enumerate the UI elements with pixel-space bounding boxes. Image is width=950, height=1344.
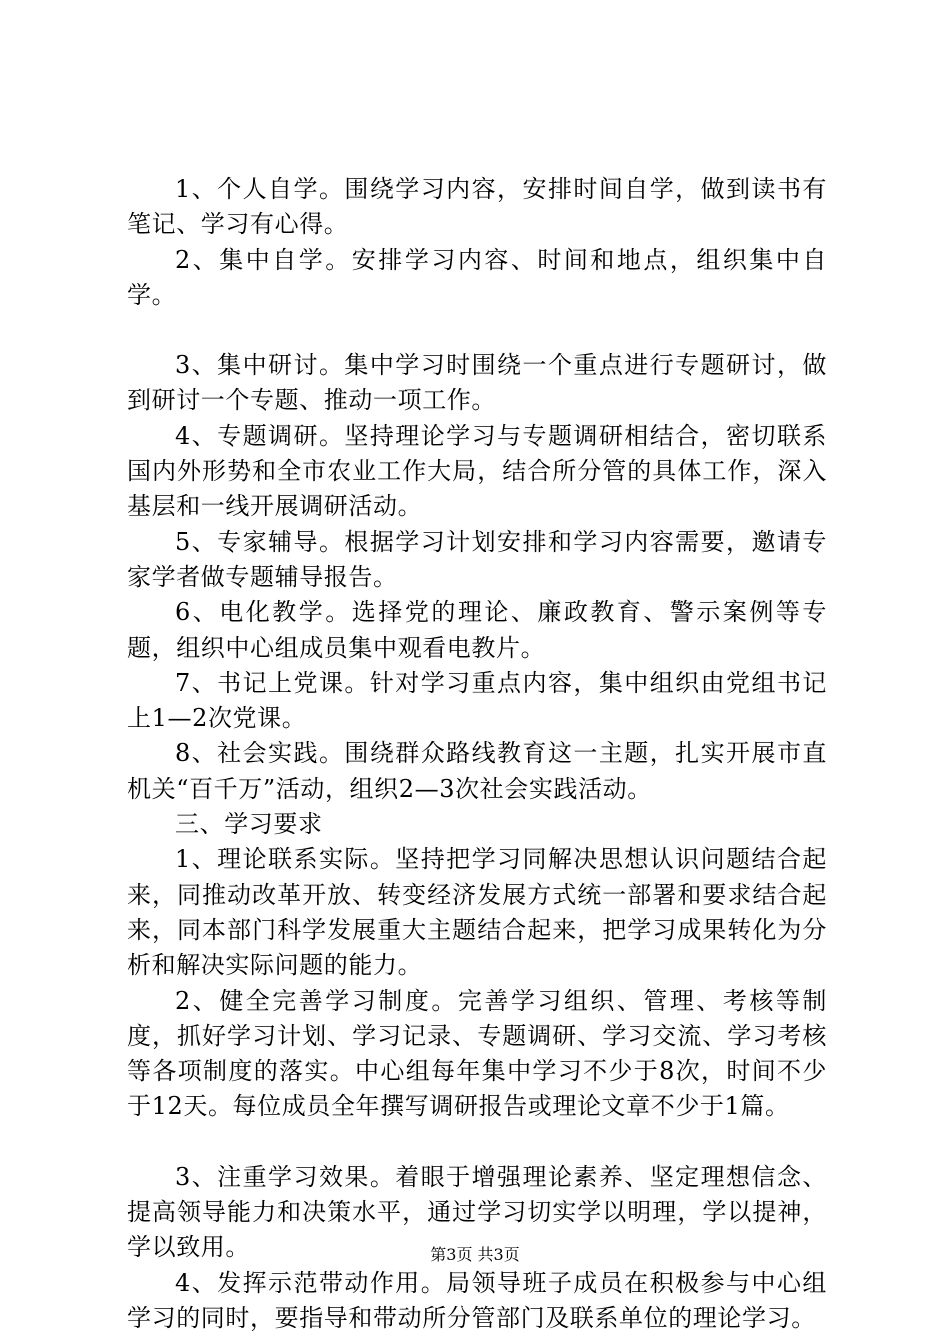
paragraph-study-effect: 3、注重学习效果。着眼于增强理论素养、坚定理想信念、提高领导能力和决策水平，通过学习切实学以明理，学以提神，学以致用。 bbox=[127, 1162, 827, 1262]
paragraph-theory-practice: 1、理论联系实际。坚持把学习同解决思想认识问题结合起来，同推动改革开放、转变经济发展方式统一部署和要求结合起来，同本部门科学发展重大主题结合起来，把学习成果转化为分析和解决实际问题的能力。 bbox=[127, 845, 827, 980]
paragraph-video-teaching: 6、电化教学。选择党的理论、廉政教育、警示案例等专题，组织中心组成员集中观看电教片。 bbox=[127, 598, 827, 662]
paragraph-leadership-example: 4、发挥示范带动作用。局领导班子成员在积极参与中心组学习的同时，要指导和带动所分管部门及联系单位的理论学习。 bbox=[127, 1268, 827, 1332]
paragraph-expert-guidance: 5、专家辅导。根据学习计划安排和学习内容需要，邀请专家学者做专题辅导报告。 bbox=[127, 527, 827, 591]
paragraph-group-self-study: 2、集中自学。安排学习内容、时间和地点，组织集中自学。 bbox=[127, 245, 827, 309]
paragraph-research: 4、专题调研。坚持理论学习与专题调研相结合，密切联系国内外形势和全市农业工作大局，结合所分管的具体工作，深入基层和一线开展调研活动。 bbox=[127, 421, 827, 521]
paragraph-party-lecture: 7、书记上党课。针对学习重点内容，集中组织由党组书记上1—2次党课。 bbox=[127, 668, 827, 733]
section-heading-requirements: 三、学习要求 bbox=[175, 810, 323, 839]
paragraph-seminar: 3、集中研讨。集中学习时围绕一个重点进行专题研讨，做到研讨一个专题、推动一项工作。 bbox=[127, 351, 827, 415]
document-body bbox=[127, 172, 827, 1336]
paragraph-social-practice: 8、社会实践。围绕群众路线教育这一主题，扎实开展市直机关“百千万”活动，组织2—3次社会实践活动。 bbox=[127, 739, 827, 803]
page-footer: 第3页 共3页 bbox=[430, 1245, 520, 1264]
paragraph-self-study: 1、个人自学。围绕学习内容，安排时间自学，做到读书有笔记、学习有心得。 bbox=[127, 175, 827, 239]
paragraph-study-system: 2、健全完善学习制度。完善学习组织、管理、考核等制度，抓好学习计划、学习记录、专题调研、学习交流、学习考核等各项制度的落实。中心组每年集中学习不少于8次，时间不少于12天。每位成员全年撰写调研报告或理论文章不少于1篇。 bbox=[127, 986, 827, 1121]
